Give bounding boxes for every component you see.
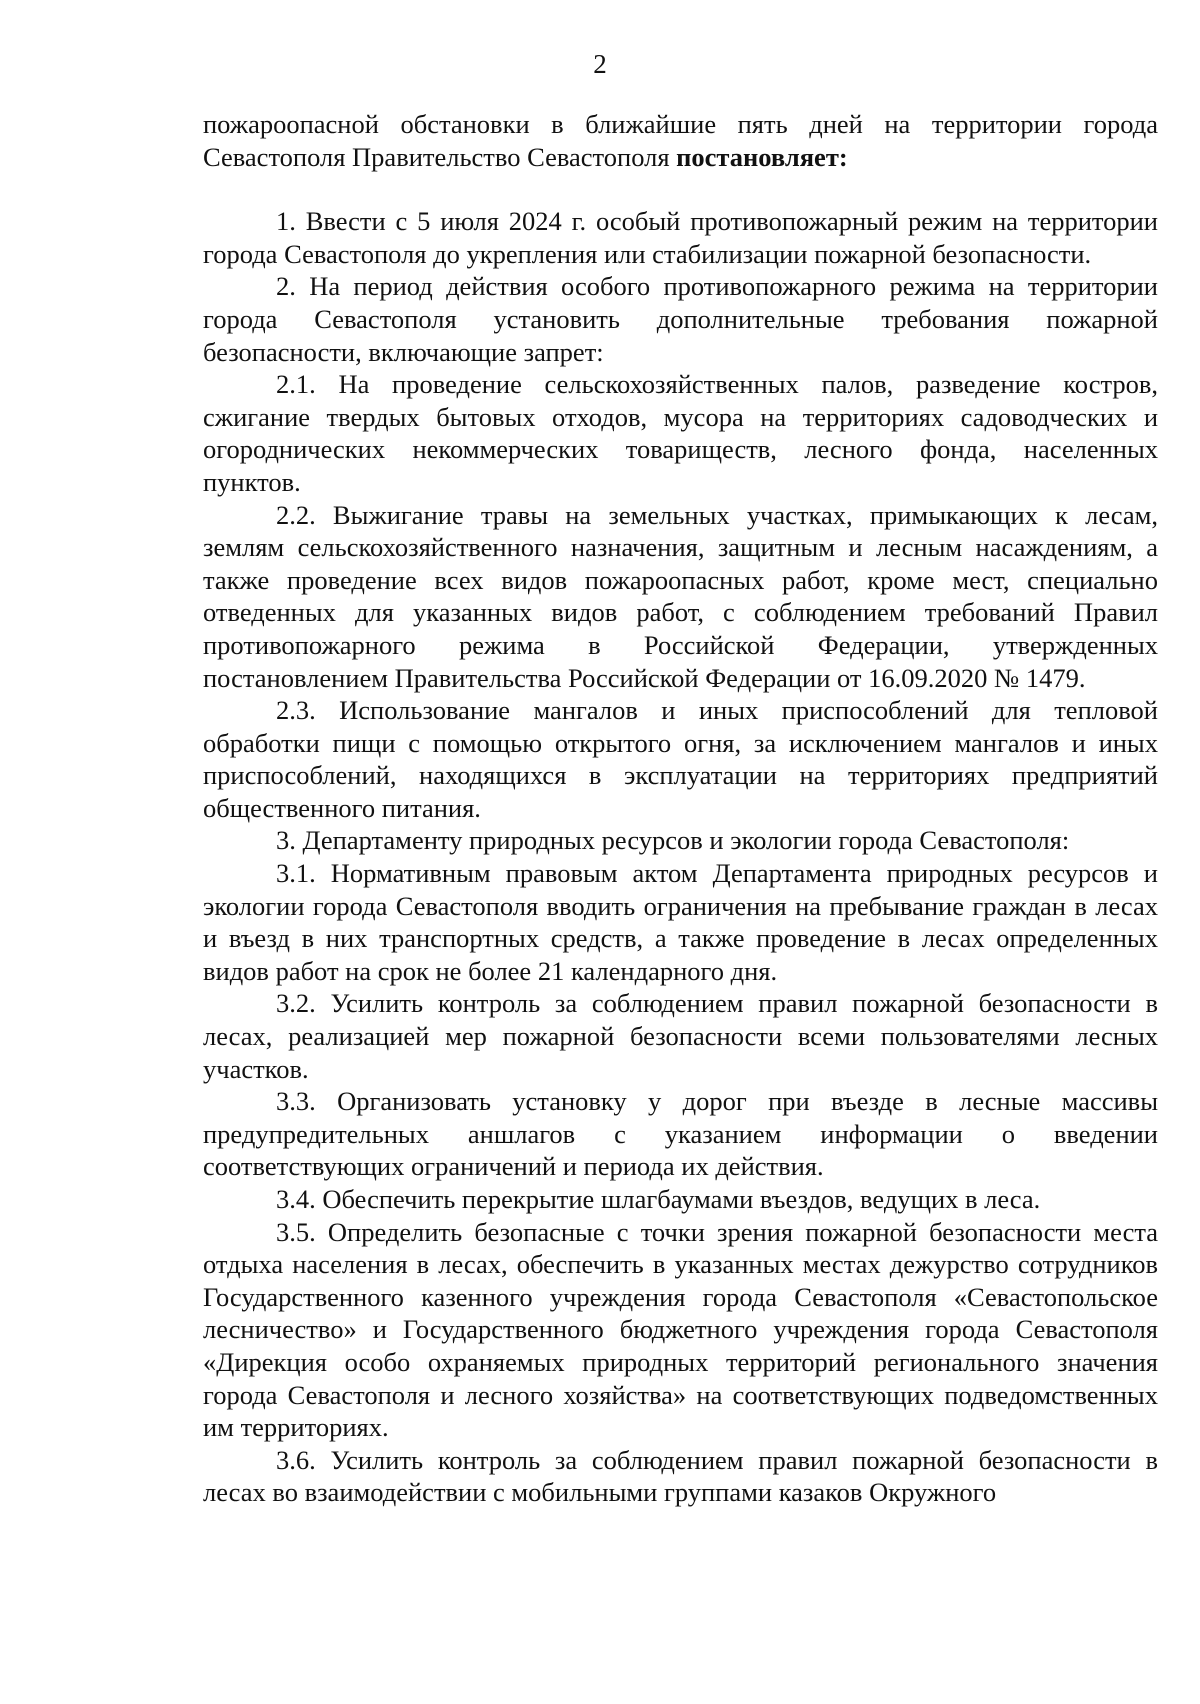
paragraph-3-6: 3.6. Усилить контроль за соблюдением правил пожарной безопасности в лесах во взаимодействии с мобильными группами казаков Окружного bbox=[203, 1444, 1158, 1508]
paragraph-3-4: 3.4. Обеспечить перекрытие шлагбаумами въездов, ведущих в леса. bbox=[276, 1184, 1041, 1214]
paragraph-3-3: 3.3. Организовать установку у дорог при въезде в лесные массивы предупредительных аншлагов с указанием информации о введении соответствующих ограничений и периода их действия. bbox=[203, 1086, 1158, 1182]
paragraph-2-3: 2.3. Использование мангалов и иных приспособлений для тепловой обработки пищи с помощью открытого огня, за исключением мангалов и иных приспособлений, находящихся в эксплуатации на территориях предприятий общественного питания. bbox=[203, 695, 1158, 823]
paragraph-3-1: 3.1. Нормативным правовым актом Департамента природных ресурсов и экологии города Севастополя вводить ограничения на пребывание граждан в лесах и въезд в них транспортных средств, а также проведение в лесах определенных видов работ на срок не более 21 календарного дня. bbox=[203, 858, 1158, 986]
intro-paragraph bbox=[203, 108, 1158, 173]
paragraph-2-1: 2.1. На проведение сельскохозяйственных палов, разведение костров, сжигание твердых бытовых отходов, мусора на территориях садоводческих и огороднических некоммерческих товариществ, лесного фонда, населенных пунктов. bbox=[203, 369, 1158, 497]
paragraph-2-2: 2.2. Выжигание травы на земельных участках, примыкающих к лесам, землям сельскохозяйственного назначения, защитным и лесным насаждениям, а также проведение всех видов пожароопасных работ, кроме мест, специально отведенных для указанных видов работ, с соблюдением требований Правил противопожарного режима в Российской Федерации, утвержденных постановлением Правительства Российской Федерации от 16.09.2020 № 1479. bbox=[203, 499, 1158, 693]
paragraph-3-2: 3.2. Усилить контроль за соблюдением правил пожарной безопасности в лесах, реализацией мер пожарной безопасности всеми пользователями лесных участков. bbox=[203, 988, 1158, 1084]
page-number: 2 bbox=[593, 49, 607, 79]
paragraph-2: 2. На период действия особого противопожарного режима на территории города Севастополя установить дополнительные требования пожарной безопасности, включающие запрет: bbox=[203, 271, 1158, 367]
paragraph-3-5: 3.5. Определить безопасные с точки зрения пожарной безопасности места отдыха населения в лесах, обеспечить в указанных местах дежурство сотрудников Государственного казенного учреждения города Севастополя «Севастопольское лесничество» и Государственного бюджетного учреждения города Севастополя «Дирекция особо охраняемых природных территорий регионального значения города Севастополя и лесного хозяйства» на соответствующих подведомственных им территориях. bbox=[203, 1216, 1158, 1443]
intro-text: пожароопасной обстановки в ближайшие пять дней на территории города Севастополя Правительство Севастополя bbox=[203, 109, 1158, 172]
document-body bbox=[203, 108, 1158, 1509]
paragraph-3: 3. Департаменту природных ресурсов и экологии города Севастополя: bbox=[276, 825, 1070, 856]
paragraph-1: 1. Ввести с 5 июля 2024 г. особый противопожарный режим на территории города Севастополя до укрепления или стабилизации пожарной безопасности. bbox=[203, 206, 1158, 269]
intro-emphasis: постановляет: bbox=[676, 141, 848, 172]
